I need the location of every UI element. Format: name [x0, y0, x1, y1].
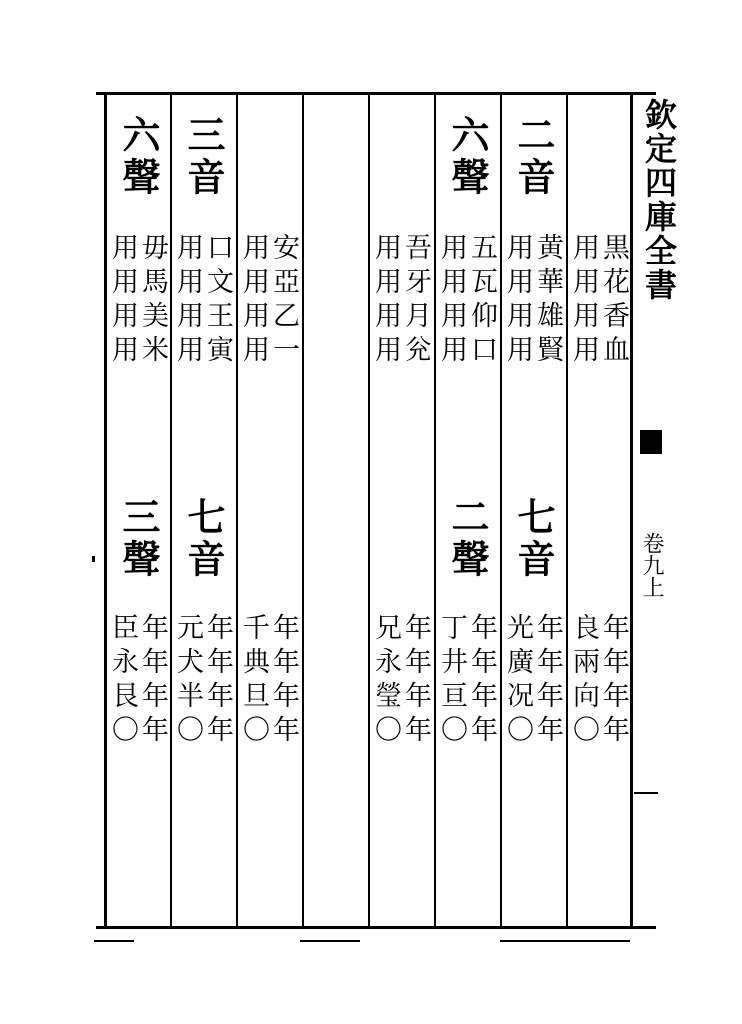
column-line: 用用用用 [107, 233, 138, 369]
bottom-border [96, 926, 656, 929]
column-line: 用用用用 [370, 233, 401, 369]
column-line: 千典旦〇 [238, 613, 269, 749]
text-column [436, 95, 500, 925]
column-line: 黄華雄賢 [532, 233, 563, 369]
column-line: 口文王寅 [202, 233, 233, 369]
column-heading: 三聲 [116, 497, 161, 581]
column-line: 年年年年 [400, 613, 431, 749]
column-line: 用用用用 [436, 233, 467, 369]
book-title: 欽定四庫全書 [640, 98, 678, 302]
text-column [238, 95, 302, 925]
column-line: 年年年年 [202, 613, 233, 749]
text-column [568, 95, 632, 925]
text-column-empty [304, 95, 368, 925]
column-line: 黒花香血 [598, 233, 629, 369]
column-line: 良兩向〇 [568, 613, 599, 749]
column-line: 用用用用 [502, 233, 533, 369]
column-heading: 六聲 [445, 115, 490, 199]
column-line: 兄永瑩〇 [370, 613, 401, 749]
column-line: 五瓦仰口 [466, 233, 497, 369]
text-column [502, 95, 566, 925]
column-line: 丁井亘〇 [436, 613, 467, 749]
column-heading: 六聲 [116, 115, 161, 199]
column-heading: 七音 [511, 497, 556, 581]
text-column [370, 95, 434, 925]
column-heading: 七音 [181, 497, 226, 581]
column-line: 用用用用 [238, 233, 269, 369]
column-line: 吾牙月兊 [400, 233, 431, 369]
column-heading: 二聲 [445, 497, 490, 581]
column-line: 年年年年 [466, 613, 497, 749]
column-line: 光廣况〇 [502, 613, 533, 749]
rail-tick [634, 792, 658, 794]
column-heading: 二音 [511, 115, 556, 199]
column-line: 毋馬美米 [137, 233, 168, 369]
column-line: 用用用用 [568, 233, 599, 369]
column-line: 元犬半〇 [172, 613, 203, 749]
page-margin-rail [634, 92, 678, 932]
scan-speck [92, 556, 95, 562]
column-line: 年年年年 [598, 613, 629, 749]
column-line: 年年年年 [137, 613, 168, 749]
text-column [172, 95, 236, 925]
column-heading: 三音 [181, 115, 226, 199]
column-line: 臣永艮〇 [107, 613, 138, 749]
scan-speck [94, 940, 134, 942]
scan-speck [500, 940, 630, 942]
column-line: 用用用用 [172, 233, 203, 369]
scan-speck [300, 940, 360, 942]
volume-label: 卷九上 [639, 532, 664, 598]
column-line: 安亞乙一 [268, 233, 299, 369]
fish-tail-mark [640, 430, 662, 454]
column-line: 年年年年 [268, 613, 299, 749]
column-line: 年年年年 [532, 613, 563, 749]
text-column [107, 95, 171, 925]
